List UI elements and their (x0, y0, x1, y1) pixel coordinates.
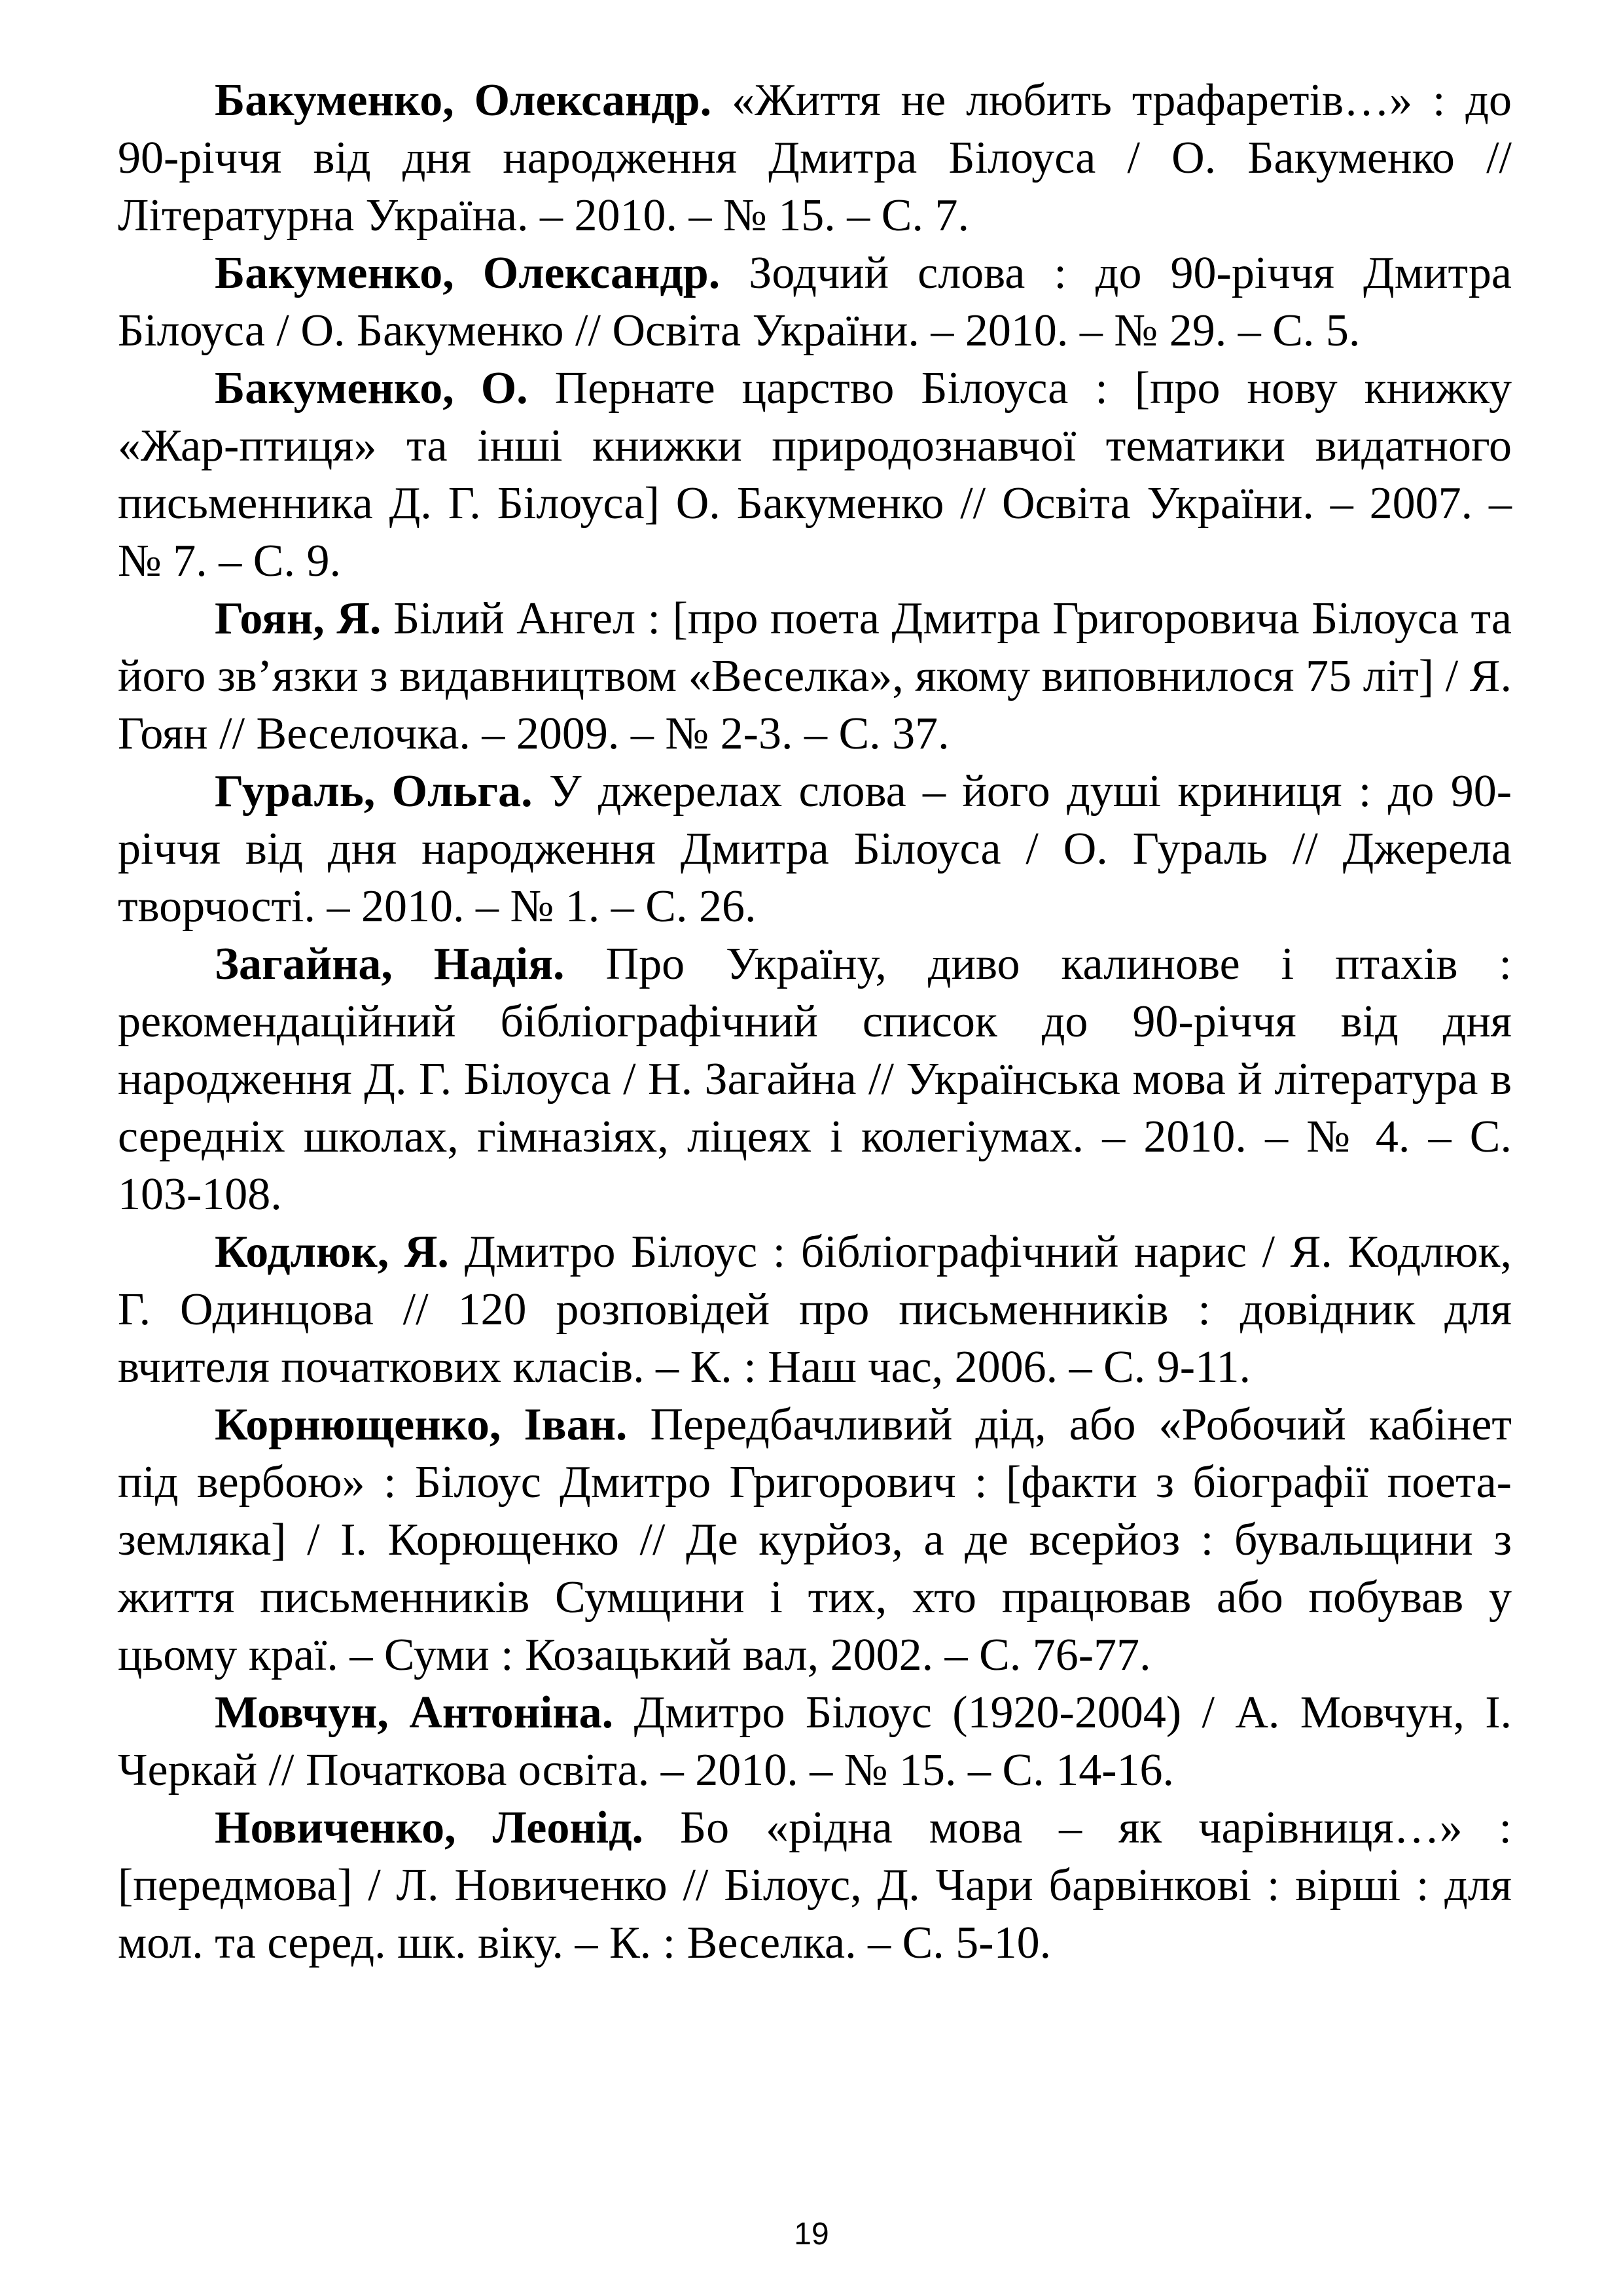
bibliography-entry (118, 590, 1512, 763)
entry-author: Гоян, Я. (215, 593, 382, 644)
entry-author: Мовчун, Антоніна. (215, 1687, 614, 1738)
entry-text: Зодчий слова : до 90-річчя Дмитра Білоуса / О. Бакуменко // Освіта України. – 2010. – № 29. – С. 5. (118, 248, 1512, 356)
entry-author: Новиченко, Леонід. (215, 1803, 644, 1853)
entry-text: «Життя не любить трафаретів…» : до 90-річчя від дня народження Дмитра Білоуса / О. Бакуменко // Літературна Україна. – 2010. – № 15. – С. 7. (118, 75, 1512, 241)
bibliography-entry (118, 245, 1512, 360)
entry-text: Про Україну, диво калинове і птахів : рекомендаційний бібліографічний список до 90-річчя від дня народження Д. Г. Білоуса / Н. Загайна // Українська мова й література в середніх школах, гімназіях, ліцеях і колегіумах. – 2010. – № 4. – С. 103-108. (118, 939, 1512, 1220)
bibliography-entry (118, 1396, 1512, 1684)
entry-text: Пернате царство Білоуса : [про нову книжку «Жар-птиця» та інші книжки природознавчої тематики видатного письменника Д. Г. Білоуса] О. Бакуменко // Освіта України. – 2007. – № 7. – С. 9. (118, 363, 1512, 586)
entry-author: Корнющенко, Іван. (215, 1400, 628, 1450)
bibliography-entry (118, 936, 1512, 1224)
entry-text: Передбачливий дід, або «Робочий кабінет під вербою» : Білоус Дмитро Григорович : [факти з біографії поета-земляка] / І. Корющенко // Де курйоз, а де всерйоз : бувальщини з життя письменників Сумщини і тих, хто працював або побував у цьому краї. – Суми : Козацький вал, 2002. – С. 76-77. (118, 1400, 1512, 1680)
entry-author: Бакуменко, Олександр. (215, 75, 712, 126)
entry-author: Кодлюк, Я. (215, 1227, 449, 1277)
entry-author: Гураль, Ольга. (215, 766, 533, 817)
entry-author: Загайна, Надія. (215, 939, 565, 989)
entry-text: Дмитро Білоус : бібліографічний нарис / Я. Кодлюк, Г. Одинцова // 120 розповідей про письменників : довідник для вчителя початкових класів. – К. : Наш час, 2006. – С. 9-11. (118, 1227, 1512, 1392)
bibliography-list (118, 72, 1512, 1972)
entry-text: Бо «рідна мова – як чарівниця…» : [передмова] / Л. Новиченко // Білоус, Д. Чари барвінкові : вірші : для мол. та серед. шк. віку. – К. : Веселка. – С. 5-10. (118, 1803, 1512, 1968)
bibliography-entry (118, 1799, 1512, 1972)
entry-author: Бакуменко, Олександр. (215, 248, 721, 298)
entry-text: У джерелах слова – його душі криниця : до 90-річчя від дня народження Дмитра Білоуса / О. Гураль // Джерела творчості. – 2010. – № 1. – С. 26. (118, 766, 1512, 932)
bibliography-entry (118, 1684, 1512, 1799)
bibliography-entry (118, 763, 1512, 936)
entry-text: Дмитро Білоус (1920-2004) / А. Мовчун, І. Черкай // Початкова освіта. – 2010. – № 15. – С. 14-16. (118, 1687, 1512, 1795)
entry-text: Білий Ангел : [про поета Дмитра Григоровича Білоуса та його зв’язки з видавництвом «Веселка», якому виповнилося 75 літ] / Я. Гоян // Веселочка. – 2009. – № 2-3. – С. 37. (118, 593, 1512, 759)
entry-author: Бакуменко, О. (215, 363, 528, 414)
bibliography-entry (118, 72, 1512, 245)
page-number: 19 (794, 2217, 829, 2252)
bibliography-entry (118, 360, 1512, 590)
bibliography-entry (118, 1224, 1512, 1396)
